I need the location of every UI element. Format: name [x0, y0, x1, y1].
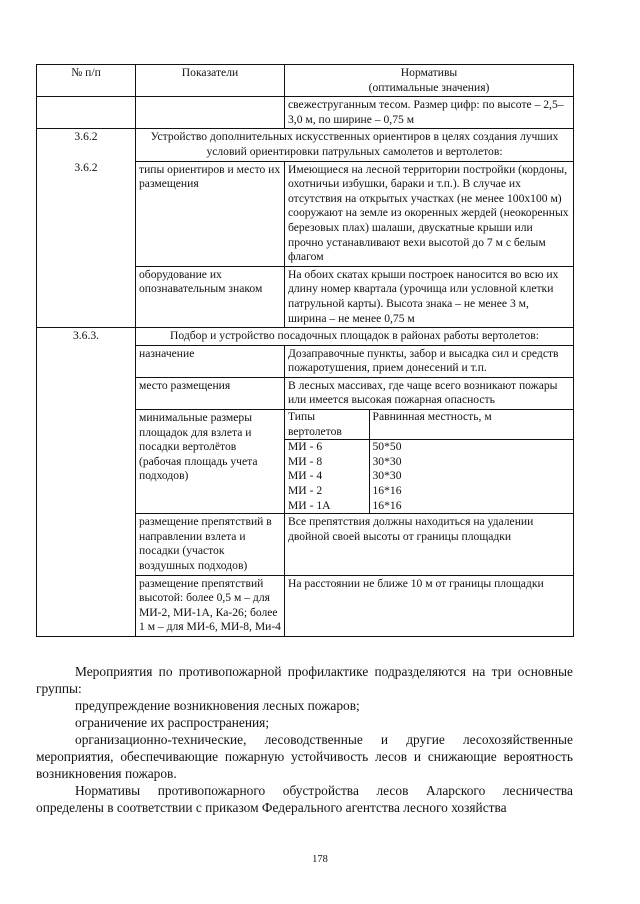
heli-size: 50*50 — [372, 440, 402, 454]
heli-type: МИ - 1А — [285, 499, 369, 514]
inner-header-types: Типы вертолетов — [285, 410, 369, 440]
section-3-6-3-title-row — [37, 328, 574, 346]
row-value: На расстоянии не ближе 10 м от границы площадки — [285, 575, 574, 636]
heli-type: МИ - 4 — [285, 469, 369, 484]
paragraph: Мероприятия по противопожарной профилактике подразделяются на три основные группы: — [36, 664, 573, 696]
list-item: ограничение их распространения; — [75, 715, 270, 730]
heli-size: 30*30 — [372, 469, 402, 483]
header-indicators: Показатели — [136, 65, 285, 97]
section-num: 3.6.2 — [74, 130, 98, 144]
heli-type: МИ - 8 — [285, 455, 369, 470]
row-label: место размещения — [136, 377, 285, 409]
section-3-6-2-num-cell — [37, 129, 136, 328]
inner-header-row — [285, 410, 573, 440]
table-row — [37, 97, 574, 129]
body-text — [36, 663, 573, 816]
row-value: В лесных массивах, где чаще всего возникают пожары или имеется высокая пожарная опасность — [285, 377, 574, 409]
heli-size: 16*16 — [372, 484, 402, 498]
inner-header-terrain: Равнинная местность, м — [369, 410, 573, 440]
row-label: размещение препятствий высотой: более 0,5 м – для МИ-2, МИ-1А, Ка-26; более 1 м – для МИ-6, МИ-8, Ми-4 — [136, 575, 285, 636]
row-value: Имеющиеся на лесной территории постройки (кордоны, охотничьи избушки, бараки и т.п.). В случае их отсутствия на открытых участках (не менее 100х100 м) сооружают на земле из окоренных жердей (неокоренных березовых плах) шалаши, двускатные крыши или прочно устанавливают вехи высотой до 7 м с белым флагом — [285, 161, 574, 266]
heli-type: МИ - 6 — [285, 440, 369, 455]
paragraph: Нормативы противопожарного обустройства лесов Аларского лесничества определены в соответствии с приказом Федерального агентства лесного хозяйства — [36, 783, 573, 815]
header-normatives-subtitle: (оптимальные значения) — [368, 80, 490, 94]
list-item: организационно-технические, лесоводственные и другие лесохозяйственные мероприятия, обеспечивающие пожарную устойчивость лесов и снижающие вероятность возникновения пожаров. — [36, 732, 573, 781]
section-num: 3.6.3. — [37, 328, 136, 637]
header-normatives — [285, 65, 574, 97]
helicopter-sizes-table — [285, 410, 573, 513]
section-title: Устройство дополнительных искусственных ориентиров в целях создания лучших условий ориентировки патрульных самолетов и вертолетов: — [136, 129, 574, 161]
table-header-row — [37, 65, 574, 97]
row-value: Все препятствия должны находиться на удалении двойной своей высоты от границы площадки — [285, 514, 574, 575]
row-label: типы ориентиров и место их размещения — [136, 161, 285, 266]
heli-row — [285, 469, 573, 484]
heli-row — [285, 499, 573, 514]
helicopter-sizes-cell — [285, 410, 574, 514]
heli-row — [285, 455, 573, 470]
heli-size: 16*16 — [372, 498, 402, 512]
heli-row — [285, 440, 573, 455]
page-number: 178 — [312, 854, 328, 865]
heli-size: 30*30 — [372, 454, 402, 468]
normatives-table — [36, 64, 574, 637]
row-label: размещение препятствий в направлении взлета и посадки (участок воздушных подходов) — [136, 514, 285, 575]
row-label: минимальные размеры площадок для взлета и посадки вертолётов (рабочая площадь учета подходов) — [136, 410, 285, 514]
heli-type: МИ - 2 — [285, 484, 369, 499]
row-label: оборудование их опознавательным знаком — [136, 266, 285, 327]
header-normatives-title: Нормативы — [400, 66, 458, 79]
section-num-repeat: 3.6.2 — [74, 160, 98, 174]
section-3-6-2-title-row — [37, 129, 574, 161]
row-label: назначение — [136, 345, 285, 377]
heli-row — [285, 484, 573, 499]
header-num: № п/п — [37, 65, 136, 97]
section-title: Подбор и устройство посадочных площадок в районах работы вертолетов: — [136, 328, 574, 346]
list-item: предупреждение возникновения лесных пожаров; — [75, 698, 360, 713]
continuation-text: свежеструганным тесом. Размер цифр: по высоте – 2,5–3,0 м, по ширине – 0,75 м — [285, 97, 574, 129]
row-value: Дозаправочные пункты, забор и высадка сил и средств пожаротушения, прием донесений и т.п. — [285, 345, 574, 377]
row-value: На обоих скатах крыши построек наносится во всю их длину номер квартала (урочища или условной клетки патрульной карты). Высота знака – не менее 3 м, ширина – не менее 0,75 м — [285, 266, 574, 327]
